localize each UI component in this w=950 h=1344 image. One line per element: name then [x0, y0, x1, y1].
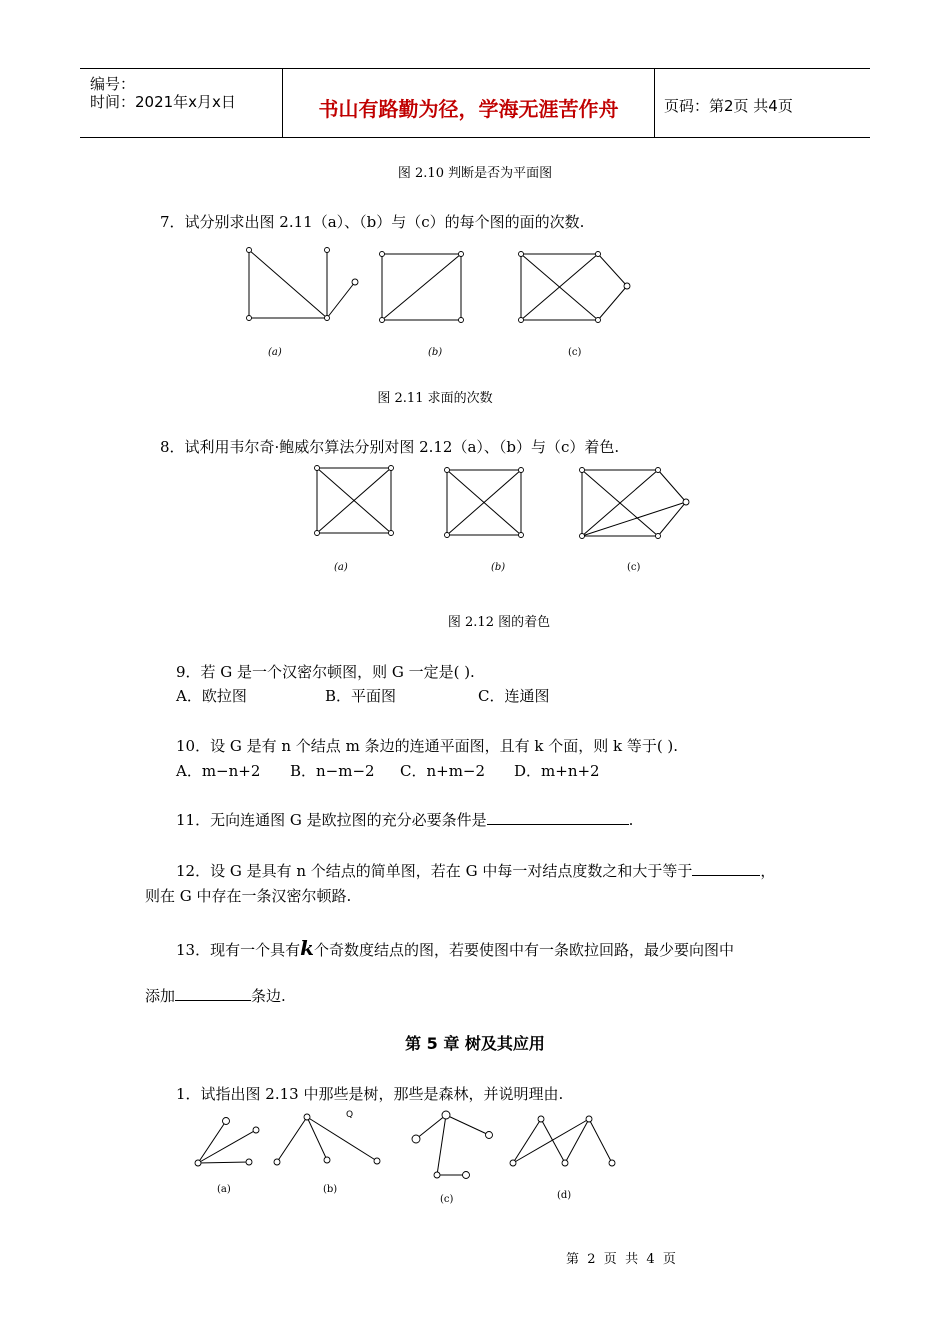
question-11-blank: [487, 824, 629, 825]
question-10-option-d: D．m+n+2: [514, 762, 600, 780]
question-9-option-a: A．欧拉图: [176, 687, 247, 705]
question-11-end: .: [628, 811, 634, 829]
question-13-line-1: [176, 936, 734, 960]
figure-2-13-c-label: (c): [440, 1194, 454, 1205]
document-header: [80, 68, 870, 138]
question-10-option-b: B．n−m−2: [290, 762, 375, 780]
question-11: [176, 809, 633, 830]
question-13-blank: [175, 1000, 251, 1001]
question-9-stem: 9．若 G 是一个汉密尔顿图，则 G 一定是( ).: [176, 663, 475, 681]
graph-2-12-c: [580, 468, 690, 539]
chapter-5-question-1: 1．试指出图 2.13 中那些是树，那些是森林，并说明理由.: [176, 1085, 564, 1103]
chapter-5-title: 第 5 章 树及其应用: [405, 1034, 545, 1053]
figure-2-11-c-label: (c): [568, 347, 582, 358]
graph-2-13-a: [195, 1118, 259, 1167]
question-13-edges-label: 条边.: [251, 987, 286, 1005]
figure-2-13-d-label: (d): [557, 1190, 572, 1201]
figure-2-13-graphs: [0, 1105, 950, 1185]
graph-2-11-a: [247, 248, 359, 321]
header-left-cell: [90, 69, 280, 137]
document-time-label: 时间：2021年x月x日: [90, 93, 236, 111]
question-8: 8．试利用韦尔奇·鲍威尔算法分别对图 2.12（a）、（b）与（c）着色.: [160, 438, 620, 456]
figure-2-12-c-label: (c): [627, 562, 641, 573]
header-right-cell: [664, 69, 864, 137]
document-number-label: 编号：: [90, 75, 136, 93]
question-10-option-c: C．n+m−2: [400, 762, 486, 780]
question-12-text: 12．设 G 是具有 n 个结点的简单图，若在 G 中每一对结点度数之和大于等于: [176, 862, 693, 880]
question-13-line-2: [145, 985, 286, 1006]
question-9-option-b: B．平面图: [325, 687, 397, 705]
question-12-line-2: 则在 G 中存在一条汉密尔顿路.: [145, 887, 352, 905]
figure-2-11-b-label: (b): [428, 347, 443, 358]
graph-2-11-c: [519, 252, 631, 323]
figure-2-13-b-label: (b): [323, 1184, 338, 1195]
question-7: 7．试分别求出图 2.11（a）、（b）与（c）的每个图的面的次数.: [160, 213, 585, 231]
page-code-label: 页码：第2页 共4页: [664, 97, 793, 115]
graph-2-13-b-isolated-node: Q: [346, 1110, 354, 1120]
question-9-option-c: C．连通图: [478, 687, 550, 705]
question-13-k-variable: k: [300, 936, 314, 960]
figure-2-13-a-label: (a): [217, 1184, 231, 1195]
question-11-text: 11．无向连通图 G 是欧拉图的充分必要条件是: [176, 811, 487, 829]
question-12-comma: ，: [760, 862, 776, 880]
question-12-blank: [692, 875, 760, 876]
figure-2-11-graphs: [0, 240, 950, 340]
graph-2-13-b: [274, 1114, 380, 1165]
figure-2-10-caption: 图 2.10 判断是否为平面图: [397, 166, 553, 181]
question-13-text: 13．现有一个具有: [176, 941, 301, 959]
graph-2-12-a: [315, 466, 394, 536]
header-center-cell: [283, 69, 654, 137]
question-13-text-continued: 个奇数度结点的图，若要使图中有一条欧拉回路，最少要向图中: [313, 941, 734, 959]
graph-2-11-b: [380, 252, 464, 323]
question-12-line-1: [176, 860, 775, 881]
page-footer: 第 2 页 共 4 页: [566, 1252, 676, 1267]
graph-2-13-d: [510, 1116, 615, 1166]
graph-2-12-b: [445, 468, 524, 538]
question-10-stem: 10．设 G 是有 n 个结点 m 条边的连通平面图，且有 k 个面，则 k 等于( ).: [176, 737, 679, 755]
header-motto: 书山有路勤为径，学海无涯苦作舟: [318, 97, 619, 121]
header-divider: [654, 69, 655, 137]
figure-2-12-caption: 图 2.12 图的着色: [447, 615, 551, 630]
figure-2-12-a-label: (a): [334, 562, 348, 573]
figure-2-11-a-label: (a): [268, 347, 282, 358]
figure-2-12-b-label: (b): [491, 562, 506, 573]
figure-2-12-graphs: [0, 460, 950, 550]
graph-2-13-c: [412, 1111, 493, 1179]
question-10-option-a: A．m−n+2: [176, 762, 261, 780]
figure-2-11-caption: 图 2.11 求面的次数: [377, 391, 493, 406]
question-13-add-label: 添加: [145, 987, 176, 1005]
